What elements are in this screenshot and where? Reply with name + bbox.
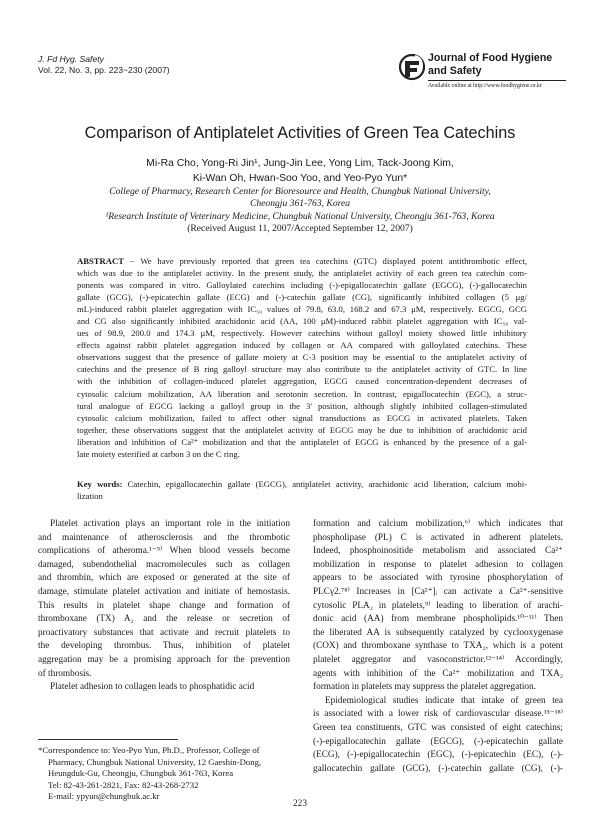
paper-title: Comparison of Antiplatelet Activities of Green Tea Catechins xyxy=(84,124,516,142)
footnote-rule xyxy=(38,739,178,740)
body-text-line: of thrombosis. xyxy=(38,668,92,679)
affiliation-line3: ¹Research Institute of Veterinary Medicine, Chungbuk National University, Cheongju 361-763, Korea xyxy=(105,210,495,222)
body-text-line: the liberated AA is subsequently catalyzed by cyclooxygenase xyxy=(313,627,563,638)
body-text-line: agents with inhibition of the Ca²⁺ mobilization and TXA₂ xyxy=(313,668,563,679)
footnote-line3: Heungduk-Gu, Cheongju, Chungbuk 361-763, Korea xyxy=(48,768,234,779)
body-text-line: thromboxane (TX) A₂ and the release or secretion of xyxy=(38,614,290,625)
body-text-line: Indeed, phosphoinositide metabolism and associated Ca²⁺ xyxy=(313,546,563,557)
body-text-line: damaged, subendothelial macromolecules such as collagen xyxy=(38,559,290,570)
authors-line2: Ki-Wan Oh, Hwan-Soo Yoo, and Yeo-Pyo Yun* xyxy=(192,172,408,184)
abstract-line: and CG also significantly inhibited arachidonic acid (AA, 100 μM)-induced rabbit platelet aggregation with IC₅₀ val- xyxy=(77,316,527,327)
page-number: 223 xyxy=(292,799,308,809)
body-text-line: gallocatechin gallate (GCG), (-)-catechin gallate (CG), (-)- xyxy=(313,763,563,774)
abstract-line: effects against rabbit platelet aggregation induced by collagen or AA compared with galloylated catechins. These xyxy=(77,340,527,351)
footnote-line1: *Correspondence to: Yeo-Pyo Yun, Ph.D., Professor, College of xyxy=(38,745,260,755)
body-text-line: This results in platelet shape change and formation of xyxy=(38,600,290,611)
journal-logo-icon xyxy=(398,52,426,82)
body-text-line: Green tea constituents, GTC was consisted of eight catechins; xyxy=(313,722,563,733)
body-text-line: and maintenance of atherosclerosis and the thrombotic xyxy=(38,532,290,543)
footnote-line4: Tel: 82-43-261-2821, Fax: 82-43-268-2732 xyxy=(48,779,199,790)
body-text-line: Platelet adhesion to collagen leads to phosphatidic acid xyxy=(50,682,255,693)
correspondence-footnote xyxy=(38,745,293,803)
body-text-line: and thrombin, which are exposed or generated at the site of xyxy=(38,573,290,584)
body-text-line: Epidemiological studies indicate that intake of green tea xyxy=(325,695,563,706)
authors-line1: Mi-Ra Cho, Yong-Ri Jin¹, Jung-Jin Lee, Yong Lim, Tack-Joong Kim, xyxy=(146,158,454,169)
journal-name-line1: Journal of Food Hygiene xyxy=(428,52,553,64)
abstract-line: catechins and the presence of B ring galloyl structure may also contribute to the antiplatelet activity of GTC. In line xyxy=(77,364,527,375)
abstract-text: − We have previously reported that green tea catechins (GTC) displayed potent antithrombotic effect, xyxy=(123,256,527,266)
affiliation-line2: Cheongju 361-763, Korea xyxy=(249,198,351,210)
abstract-line: which was due to the antiplatelet activity. In the present study, the antiplatelet activity of each green tea catechin com- xyxy=(77,268,527,279)
abstract-line xyxy=(77,255,527,267)
body-text-line: (ECG), (-)-epigallocatechin (EGC), (-)-epicatechin (EC), (-)- xyxy=(313,750,563,761)
body-text-line: PLCγ2.⁷⁸⁾ Increases in [Ca²⁺]ᵢ can activate a Ca²⁺-sensitive xyxy=(313,586,563,597)
body-text-line: appears to be associated with tyrosine phosphorylation of xyxy=(313,573,563,584)
body-text-line: the developing thrombus. Thus, inhibition of platelet xyxy=(38,641,290,652)
abstract-line: mL)-induced rabbit platelet aggregation with IC₅₀ values of 79.8, 63.0, 168.2 and 67.3 μM, respectively. EGCG, GCG xyxy=(77,304,527,315)
body-text-line: formation and calcium mobilization,⁶⁾ which indicates that xyxy=(313,519,563,529)
keywords-text: Catechin, epigallocatechin gallate (EGCG), antiplatelet activity, arachidonic acid liberation, calcium mobi- xyxy=(122,479,527,489)
journal-rule xyxy=(428,80,566,81)
body-text-line: complications of atheroma.¹⁻⁵⁾ When blood vessels become xyxy=(38,546,290,557)
footnote-email[interactable]: E-mail: ypyun@chungbuk.ac.kr xyxy=(48,791,160,802)
abstract-line: late moiety esterified at carbon 3 on the C ring. xyxy=(77,448,240,459)
abstract xyxy=(77,255,527,460)
journal-name-line2: and Safety xyxy=(428,65,482,77)
body-text-line: (COX) and thromboxane synthase to TXA₂, which is a potent xyxy=(313,641,563,652)
keywords-line2: lization xyxy=(77,491,103,502)
body-column-right xyxy=(313,518,563,776)
keywords xyxy=(77,478,527,502)
body-text-line: phospholipase (PL) C is activated in adherent platelets. xyxy=(313,532,563,543)
abstract-line: cytosolic calcium mobilization, failed to affect other signal transductions as EGCG in activated platelets. Taken xyxy=(77,412,527,423)
journal-url[interactable]: Available online at http://www.foodhygiene.or.kr xyxy=(428,83,542,89)
body-text-line: proactivatory substances that activate and recruit platelets to xyxy=(38,627,290,638)
citation-volume: Vol. 22, No. 3, pp. 223~230 (2007) xyxy=(38,65,170,75)
received-dates: (Received August 11, 2007/Accepted September 12, 2007) xyxy=(187,223,413,235)
abstract-label: ABSTRACT xyxy=(77,256,124,266)
body-text-line: is associated with a lower risk of cardiovascular disease.¹⁵⁻¹⁸⁾ xyxy=(313,709,563,720)
abstract-line: with the inhibition of collagen-induced platelet aggregation, EGCG caused concentration-dependent decreases of xyxy=(77,376,527,387)
abstract-line: ponents was compared in vitro. Galloylated catechins including (-)-epigallocatechin gallate (EGCG), (-)-gallocatechin xyxy=(77,280,527,291)
body-text-line: Platelet activation plays an important role in the initiation xyxy=(50,519,290,529)
abstract-line: liberation and inhibition of Ca²⁺ mobilization and that the antiplatelet of EGCG is enhanced by the presence of a gal- xyxy=(77,436,527,447)
body-column-left xyxy=(38,518,290,695)
journal-citation xyxy=(38,54,170,76)
author-list xyxy=(0,157,600,186)
keywords-label: Key words: xyxy=(77,479,123,489)
body-text-line: platelet aggregator and vasoconstrictor.¹²⁻¹⁴⁾ Accordingly, xyxy=(313,654,563,665)
abstract-line: gallate (GCG), (-)-epicatechin gallate (ECG) and (-)-catechin gallate (CG), significantly inhibited collagen (5 μg/ xyxy=(77,292,527,303)
abstract-line: ues of 98.9, 200.0 and 174.3 μM, respectively. However catechins without galloyl moiety showed little inhibitory xyxy=(77,328,527,339)
journal-name xyxy=(428,52,552,78)
body-text-line: formation in platelets may suppress the platelet aggregation. xyxy=(313,682,536,693)
abstract-line: observations suggest that the presence of gallate moiety at C-3 position may be essential to the antiplatelet activity of xyxy=(77,352,527,363)
body-text-line: (-)-epigallocatechin gallate (EGCG), (-)-epicatechin gallate xyxy=(313,736,563,747)
body-text-line: aggregation may be a promising approach for the prevention xyxy=(38,654,290,665)
keywords-line1 xyxy=(77,478,527,490)
body-text-line: mobilization in response to platelet adhesion to collagen xyxy=(313,559,563,570)
body-text-line: damage, stimulate platelet activation and initiate of hemostasis. xyxy=(38,586,290,597)
citation-journal: J. Fd Hyg. Safety xyxy=(38,54,104,64)
body-text-line: cytosolic PLA₂ in platelets,⁹⁾ leading to liberation of arachi- xyxy=(313,600,563,611)
abstract-line: tural analogue of EGCG lacking a galloyl group in the 3' position, although slightly inhibited collagen-stimulated xyxy=(77,400,527,411)
affiliations xyxy=(0,186,600,236)
footnote-line2: Pharmacy, Chungbuk National University, 12 Gaeshin-Dong, xyxy=(48,756,262,767)
abstract-line: together, these observations suggest that the antiplatelet activity of EGCG may be due to inhibition of arachidonic acid xyxy=(77,424,527,435)
body-text-line: donic acid (AA) from membrane phospholipids.¹⁰⁻¹¹⁾ Then xyxy=(313,614,563,625)
abstract-line: cytosolic calcium mobilization, AA liberation and serotonin secretion. In contrast, epigallocatechin (EGC), a struc- xyxy=(77,388,527,399)
affiliation-line1: College of Pharmacy, Research Center for Bioresource and Health, Chungbuk National University, xyxy=(109,186,491,197)
